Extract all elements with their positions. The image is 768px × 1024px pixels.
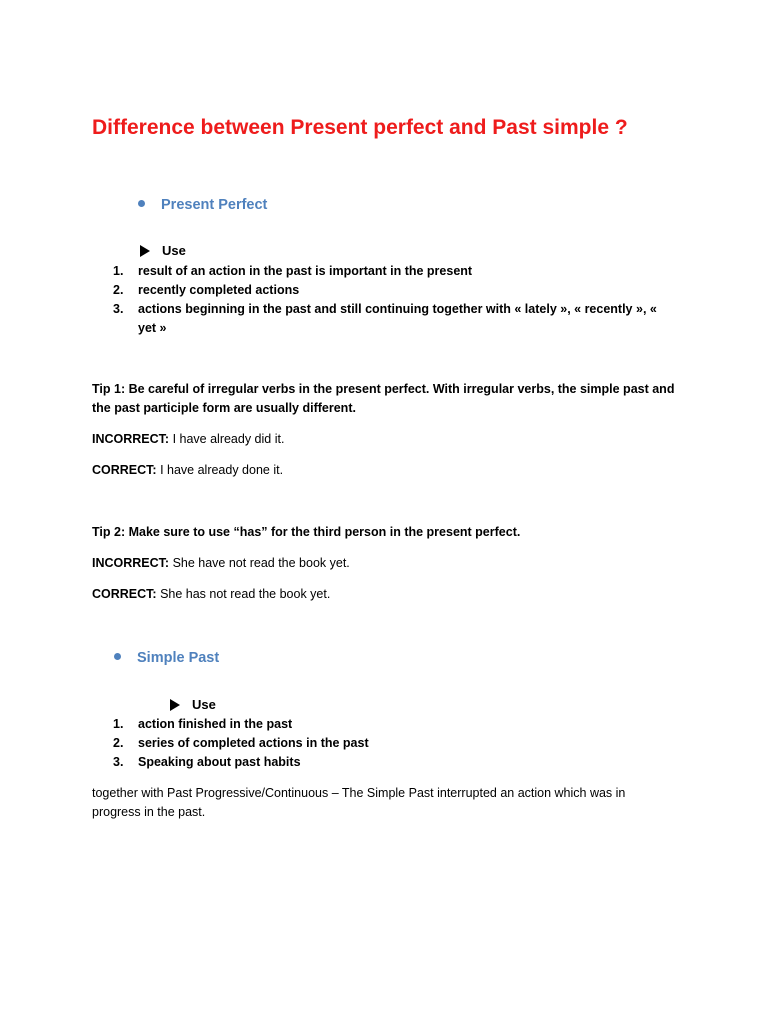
list-number: 3. [113, 755, 124, 769]
list-item [113, 300, 658, 338]
incorrect-example-text: She have not read the book yet. [169, 556, 350, 570]
list-number: 2. [113, 736, 124, 750]
correct-label: CORRECT: [92, 587, 157, 601]
simple-past-heading [114, 650, 219, 666]
tip-1-incorrect-example [92, 430, 682, 449]
simple-past-heading-text: Simple Past [137, 650, 220, 666]
tip-1-text: Tip 1: Be careful of irregular verbs in the present perfect. With irregular verbs, the simple past and the past participle form are usually different. [92, 382, 675, 415]
tip-2-incorrect-example [92, 554, 682, 573]
correct-example-text: I have already done it. [156, 463, 284, 477]
list-item-text: recently completed actions [138, 283, 300, 297]
list-item [113, 734, 678, 753]
list-item-text: action finished in the past [138, 717, 293, 731]
list-item-text: result of an action in the past is important in the present [138, 264, 473, 278]
arrow-bullet-icon [170, 699, 180, 711]
present-perfect-use-label [140, 243, 186, 258]
list-item [113, 281, 678, 300]
list-item [113, 262, 678, 281]
bullet-dot-icon [114, 653, 121, 660]
simple-past-use-label [170, 697, 216, 712]
correct-label: CORRECT: [92, 463, 157, 477]
list-item-text: Speaking about past habits [138, 755, 301, 769]
list-number: 3. [113, 302, 124, 316]
document-title: Difference between Present perfect and Past simple ? [92, 116, 628, 139]
list-item-text: series of completed actions in the past [138, 736, 369, 750]
simple-past-note: together with Past Progressive/Continuous – The Simple Past interrupted an action which was in progress in the past. [92, 786, 626, 819]
list-item-text: actions beginning in the past and still continuing together with « lately », « recently », « yet » [138, 302, 657, 335]
bullet-dot-icon [138, 200, 145, 207]
list-number: 2. [113, 283, 124, 297]
simple-past-use-list [113, 715, 678, 772]
list-number: 1. [113, 264, 124, 278]
tip-1-correct-example [92, 461, 682, 480]
arrow-bullet-icon [140, 245, 150, 257]
correct-example-text: She has not read the book yet. [156, 587, 331, 601]
incorrect-label: INCORRECT: [92, 556, 170, 570]
use-label-text: Use [192, 697, 216, 712]
list-item [113, 715, 678, 734]
incorrect-label: INCORRECT: [92, 432, 170, 446]
list-number: 1. [113, 717, 124, 731]
present-perfect-use-list [113, 262, 678, 338]
present-perfect-heading [138, 197, 267, 213]
tip-2-text: Tip 2: Make sure to use “has” for the third person in the present perfect. [92, 525, 521, 539]
incorrect-example-text: I have already did it. [169, 432, 285, 446]
list-item [113, 753, 678, 772]
tip-2-correct-example [92, 585, 682, 604]
present-perfect-heading-text: Present Perfect [161, 197, 268, 213]
use-label-text: Use [162, 243, 186, 258]
